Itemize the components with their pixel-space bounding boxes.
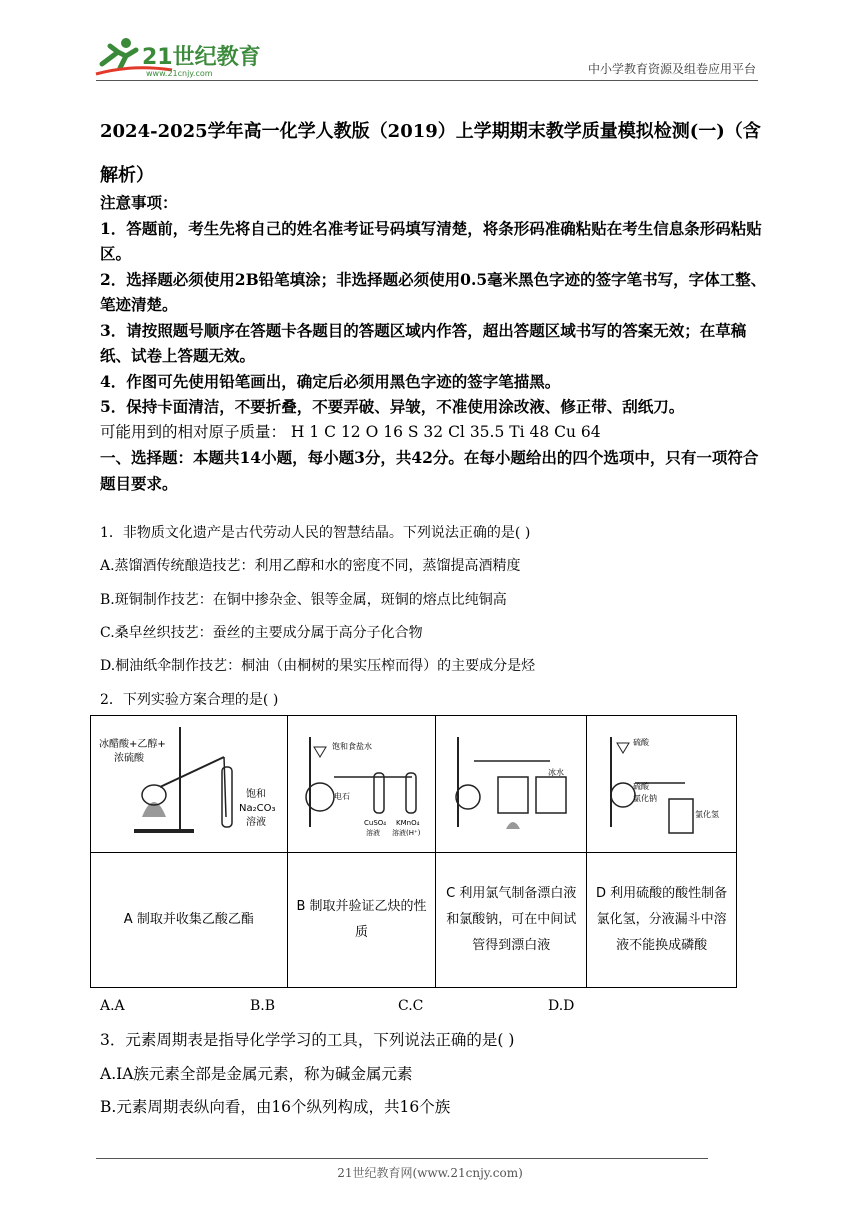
label-nacl: 氯化钠	[632, 794, 657, 803]
footer-text: 21世纪教育网(www.21cnjy.com)	[337, 1166, 523, 1180]
q1-option-c: C.桑皁丝织技艺：蚕丝的主要成分属于高分子化合物	[100, 625, 423, 641]
acetylene-apparatus-icon	[290, 717, 434, 847]
q1-stem: 1．非物质文化遗产是古代劳动人民的智慧结晶。下列说法正确的是( )	[100, 525, 531, 541]
answer-option-c: C.C	[398, 998, 424, 1014]
header-divider	[96, 80, 758, 81]
q2-stem: 2．下列实验方案合理的是( )	[100, 692, 279, 708]
runner-icon	[92, 34, 262, 80]
page-title: 2024-2025学年高一化学人教版（2019）上学期期末教学质量模拟检测(一)（含解析）	[100, 121, 761, 186]
ester-apparatus-icon	[94, 717, 284, 847]
label-saturated: 饱和	[245, 789, 266, 800]
platform-name: 中小学教育资源及组卷应用平台	[587, 62, 756, 76]
chlorine-apparatus-icon	[438, 717, 584, 847]
label-cuso4: CuSO₄	[363, 819, 386, 827]
desc-d: D 利用硫酸的酸性制备氯化氢，分液漏斗中溶液不能换成磷酸	[587, 853, 737, 988]
atomic-mass: 可能用到的相对原子质量： H 1 C 12 O 16 S 32 Cl 35.5 Ti 48 Cu 64	[100, 422, 601, 441]
label-kmno4-solution: 溶液(H⁺)	[391, 829, 420, 837]
figure-c	[436, 716, 587, 853]
notice-item: 2．选择题必须使用2B铅笔填涂；非选择题必须使用0.5毫米黑色字迹的签字笔书写，字体工整、笔迹清楚。	[100, 269, 767, 314]
label-solution: 溶液	[245, 817, 266, 828]
label-carbide: 电石	[333, 792, 350, 801]
label-na2co3: Na₂CO₃	[238, 803, 276, 814]
notice-heading: 注意事项：	[100, 193, 178, 212]
label-ice-water: 冰水	[548, 768, 565, 777]
label-reagents: 冰醋酸+乙醇+	[98, 739, 166, 750]
label-cuso4-solution: 溶液	[365, 829, 380, 837]
label-acid-flask: 硫酸	[632, 782, 649, 791]
hcl-apparatus-icon	[589, 717, 735, 847]
q3-option-a: A.ⅠA族元素全部是金属元素，称为碱金属元素	[100, 1065, 413, 1083]
answer-option-a: A.A	[100, 998, 125, 1014]
footer-divider	[96, 1158, 708, 1159]
notice-item: 5．保持卡面清洁，不要折叠，不要弄破、异皱，不准使用涂改液、修正带、刮纸刀。	[100, 397, 685, 416]
q3-stem: 3．元素周期表是指导化学学习的工具，下列说法正确的是( )	[100, 1031, 515, 1049]
notice-item: 4．作图可先使用铅笔画出，确定后必须用黑色字迹的签字笔描黑。	[100, 371, 561, 391]
q1-option-b: B.斑铜制作技艺：在铜中掺杂金、银等金属，斑铜的熔点比纯铜高	[100, 592, 507, 608]
label-sulfuric-acid: 浓硫酸	[113, 753, 144, 764]
answer-option-b: B.B	[250, 998, 276, 1014]
figure-b	[287, 716, 436, 853]
figure-a	[91, 716, 288, 853]
label-kmno4: KMnO₄	[395, 819, 419, 827]
logo	[92, 34, 262, 80]
desc-b: B 制取并验证乙炔的性质	[287, 853, 436, 988]
label-brine: 饱和食盐水	[331, 742, 372, 751]
logo-url: www.21cnjy.com	[146, 69, 213, 78]
q1-option-d: D.桐油纸伞制作技艺：桐油（由桐树的果实压榨而得）的主要成分是烃	[100, 658, 536, 674]
notice-item: 3．请按照题号顺序在答题卡各题目的答题区域内作答，超出答题区域书写的答案无效；在草稿纸、试卷上答题无效。	[100, 320, 747, 365]
notice-block	[100, 190, 770, 496]
q3-option-b: B.元素周期表纵向看，由16个纵列构成，共16个族	[100, 1098, 451, 1116]
figure-d	[587, 716, 737, 853]
desc-c: C 利用氯气制备漂白液和氯酸钠，可在中间试管得到漂白液	[436, 853, 587, 988]
q1-option-a: A.蒸馏酒传统酿造技艺：利用乙醇和水的密度不同，蒸馏提高酒精度	[100, 558, 521, 574]
logo-text: 21世纪教育	[142, 45, 261, 70]
label-acid-funnel: 硫酸	[632, 738, 649, 747]
label-hcl: 氯化氢	[694, 810, 719, 819]
experiment-table	[90, 715, 737, 988]
desc-a: A 制取并收集乙酸乙酯	[91, 853, 288, 988]
notice-item: 1．答题前，考生先将自己的姓名准考证号码填写清楚，将条形码准确粘贴在考生信息条形码粘贴区。	[100, 218, 762, 263]
answer-option-d: D.D	[548, 998, 575, 1014]
section-heading: 一、选择题：本题共14小题，每小题3分，共42分。在每小题给出的四个选项中，只有一项符合题目要求。	[100, 448, 759, 493]
